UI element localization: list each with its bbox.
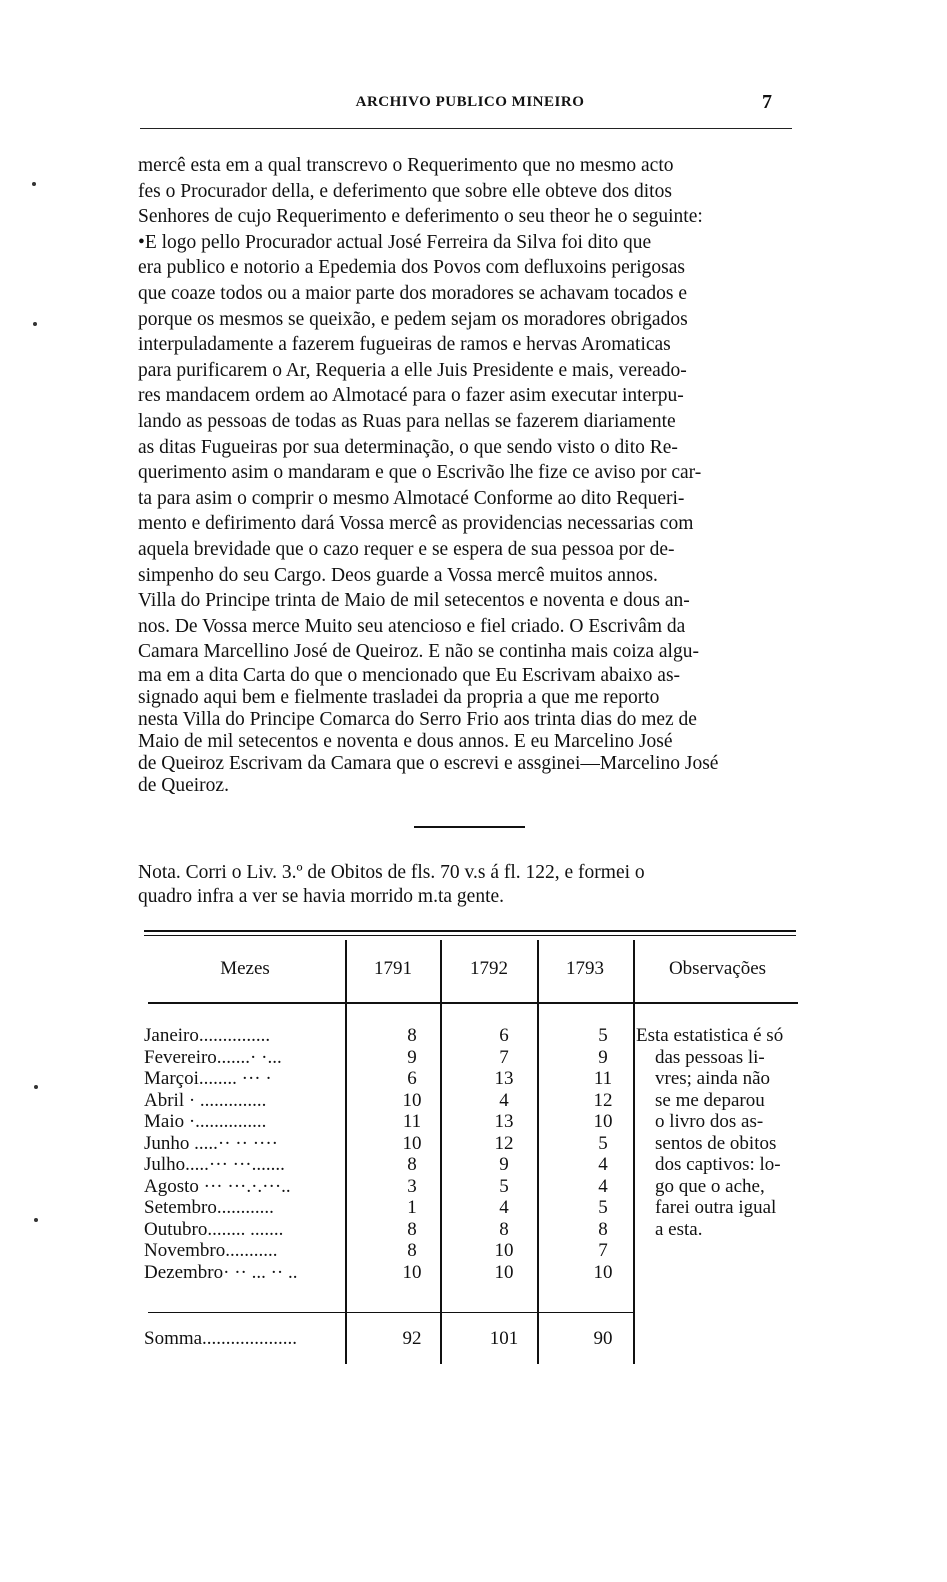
- count-cell-1793: 11: [593, 1068, 613, 1089]
- column-divider: [345, 940, 347, 1364]
- text-line: querimento asim o mandaram e que o Escrivão lhe fize ce aviso por car-: [138, 462, 702, 484]
- count-cell-1792: 4: [499, 1197, 509, 1218]
- header-1792: 1792: [470, 958, 508, 979]
- text-line: era publico e notorio a Epedemia dos Povos com defluxoins perigosas: [138, 257, 685, 279]
- count-cell-1793: 10: [593, 1111, 613, 1132]
- text-line: Senhores de cujo Requerimento e deferimento o seu theor he o seguinte:: [138, 206, 703, 228]
- month-cell: Julho.....··· ···.......: [144, 1154, 285, 1175]
- count-cell-1793: 10: [593, 1261, 613, 1283]
- sum-1793: 90: [593, 1328, 613, 1349]
- count-cell-1793: 5: [598, 1025, 608, 1046]
- header-1791: 1791: [374, 958, 412, 979]
- text-line: signado aqui bem e fielmente trasladei da propria a que me reporto: [138, 686, 660, 708]
- text-line: que coaze todos ou a maior parte dos moradores se achavam tocados e: [138, 282, 688, 304]
- observation-line: dos captivos: lo-: [655, 1154, 781, 1175]
- sum-label: Somma....................: [144, 1328, 298, 1349]
- observation-line: go que o ache,: [655, 1175, 765, 1197]
- count-cell-1792: 12: [494, 1132, 514, 1154]
- text-line: interpuladamente a fazerem fugueiras de ramos e hervas Aromaticas: [138, 334, 671, 356]
- count-cell-1791: 8: [407, 1154, 417, 1175]
- text-line: porque os mesmos se queixão, e pedem sejam os moradores obrigados: [138, 308, 688, 330]
- count-cell-1793: 9: [598, 1046, 608, 1068]
- month-cell: Maio ·...............: [144, 1111, 267, 1132]
- table-top-rule: [144, 930, 796, 932]
- text-line: para purificarem o Ar, Requeria a elle Juis Presidente e mais, vereado-: [138, 359, 687, 381]
- count-cell-1793: 5: [598, 1132, 608, 1154]
- text-line: ta para asim o comprir o mesmo Almotacé Conforme ao dito Requeri-: [138, 487, 685, 509]
- count-cell-1791: 1: [407, 1197, 417, 1218]
- count-cell-1793: 4: [598, 1154, 608, 1175]
- observation-line: das pessoas li-: [655, 1046, 765, 1068]
- header-bottom-rule: [148, 1002, 798, 1004]
- text-line: aquela brevidade que o cazo requer e se espera de sua pessoa por de-: [138, 538, 675, 560]
- count-cell-1792: 13: [494, 1111, 514, 1132]
- count-cell-1793: 7: [598, 1240, 608, 1261]
- count-cell-1791: 8: [407, 1025, 417, 1046]
- count-cell-1793: 12: [593, 1089, 613, 1111]
- text-line: simpenho do seu Cargo. Deos guarde a Vossa mercê muitos annos.: [138, 564, 658, 586]
- text-line: mercê esta em a qual transcrevo o Requerimento que no mesmo acto: [138, 155, 674, 176]
- month-cell: Fevereiro.......· ·...: [144, 1046, 282, 1068]
- observation-line: o livro dos as-: [655, 1111, 764, 1132]
- count-cell-1792: 5: [499, 1175, 509, 1197]
- text-line: res mandacem ordem ao Almotacé para o fazer asim executar interpu-: [138, 385, 684, 407]
- month-cell: Junho .....·· ·· ····: [144, 1132, 279, 1154]
- section-separator: [414, 826, 525, 828]
- note-paragraph: [138, 861, 803, 909]
- count-cell-1792: 6: [499, 1025, 509, 1046]
- text-line: de Queiroz Escrivam da Camara que o escrevi e assginei—Marcelino José: [138, 752, 719, 774]
- text-line: as ditas Fugueiras por sua determinação, o que sendo visto o dito Re-: [138, 436, 678, 458]
- column-divider: [633, 940, 635, 1364]
- month-cell: Setembro............: [144, 1197, 274, 1218]
- count-cell-1793: 4: [598, 1175, 608, 1197]
- count-cell-1793: 5: [598, 1197, 608, 1218]
- observation-line: a esta.: [655, 1218, 703, 1240]
- header-1793: 1793: [566, 958, 604, 979]
- count-cell-1792: 4: [499, 1089, 509, 1111]
- count-cell-1792: 7: [499, 1046, 509, 1068]
- note-line: Nota. Corri o Liv. 3.º de Obitos de fls. 70 v.s á fl. 122, e formei o: [138, 862, 645, 883]
- note-line: quadro infra a ver se havia morrido m.ta gente.: [138, 886, 505, 907]
- month-cell: Janeiro...............: [144, 1025, 271, 1046]
- sum-1792: 101: [489, 1328, 519, 1349]
- count-cell-1791: 10: [402, 1132, 422, 1154]
- count-cell-1791: 3: [407, 1175, 417, 1197]
- sum-1791: 92: [402, 1328, 422, 1349]
- running-header: [140, 91, 800, 120]
- text-line: Villa do Principe trinta de Maio de mil setecentos e noventa e dous an-: [138, 590, 690, 612]
- count-cell-1791: 11: [402, 1111, 422, 1132]
- count-cell-1791: 8: [407, 1240, 417, 1261]
- header-rule: [140, 128, 792, 129]
- observation-line: sentos de obitos: [655, 1132, 777, 1154]
- month-cell: Marçoi........ ··· ·: [144, 1068, 272, 1089]
- text-line: •E logo pello Procurador actual José Ferreira da Silva foi dito que: [138, 231, 652, 253]
- count-cell-1791: 8: [407, 1218, 417, 1240]
- text-line: de Queiroz.: [138, 774, 229, 796]
- observation-line: vres; ainda não: [655, 1068, 771, 1089]
- count-cell-1792: 8: [499, 1218, 509, 1240]
- text-line: nos. De Vossa merce Muito seu atencioso e fiel criado. O Escrivâm da: [138, 615, 686, 637]
- observation-line: se me deparou: [655, 1089, 765, 1111]
- month-cell: Abril · ..............: [144, 1089, 267, 1111]
- column-divider: [537, 940, 539, 1364]
- text-line: mento e defirimento dará Vossa mercê as providencias necessarias com: [138, 513, 694, 535]
- text-line: nesta Villa do Principe Comarca do Serro Frio aos trinta dias do mez de: [138, 708, 697, 730]
- sum-separator-rule: [148, 1312, 634, 1313]
- observation-line: farei outra igual: [655, 1197, 777, 1218]
- count-cell-1791: 10: [402, 1261, 422, 1283]
- count-cell-1792: 9: [499, 1154, 509, 1175]
- month-cell: Agosto ··· ···.·.···..: [144, 1175, 291, 1197]
- count-cell-1791: 10: [402, 1089, 422, 1111]
- month-cell: Novembro...........: [144, 1240, 278, 1261]
- month-cell: Dezembro· ·· ... ·· ..: [144, 1261, 298, 1283]
- text-line: Maio de mil setecentos e noventa e dous annos. E eu Marcelino José: [138, 730, 673, 752]
- month-cell: Outubro........ .......: [144, 1218, 284, 1240]
- page-number: 7: [762, 91, 772, 113]
- count-cell-1791: 6: [407, 1068, 417, 1089]
- observation-line: Esta estatistica é só: [636, 1025, 784, 1046]
- text-line: fes o Procurador della, e deferimento que sobre elle obteve dos ditos: [138, 180, 672, 202]
- table-top-rule-2: [144, 935, 796, 936]
- count-cell-1791: 9: [407, 1046, 417, 1068]
- count-cell-1792: 10: [494, 1240, 514, 1261]
- count-cell-1792: 10: [494, 1261, 514, 1283]
- count-cell-1793: 8: [598, 1218, 608, 1240]
- count-cell-1792: 13: [494, 1068, 514, 1089]
- text-line: lando as pessoas de todas as Ruas para nellas se fazerem diariamente: [138, 410, 676, 432]
- text-line: Camara Marcellino José de Queiroz. E não se continha mais coiza algu-: [138, 641, 699, 663]
- body-text: [138, 153, 798, 797]
- header-months: Mezes: [220, 958, 270, 979]
- header-observations: Observações: [668, 958, 767, 979]
- text-line: ma em a dita Carta do que o mencionado que Eu Escrivam abaixo as-: [138, 664, 681, 686]
- journal-title: ARCHIVO PUBLICO MINEIRO: [355, 94, 585, 110]
